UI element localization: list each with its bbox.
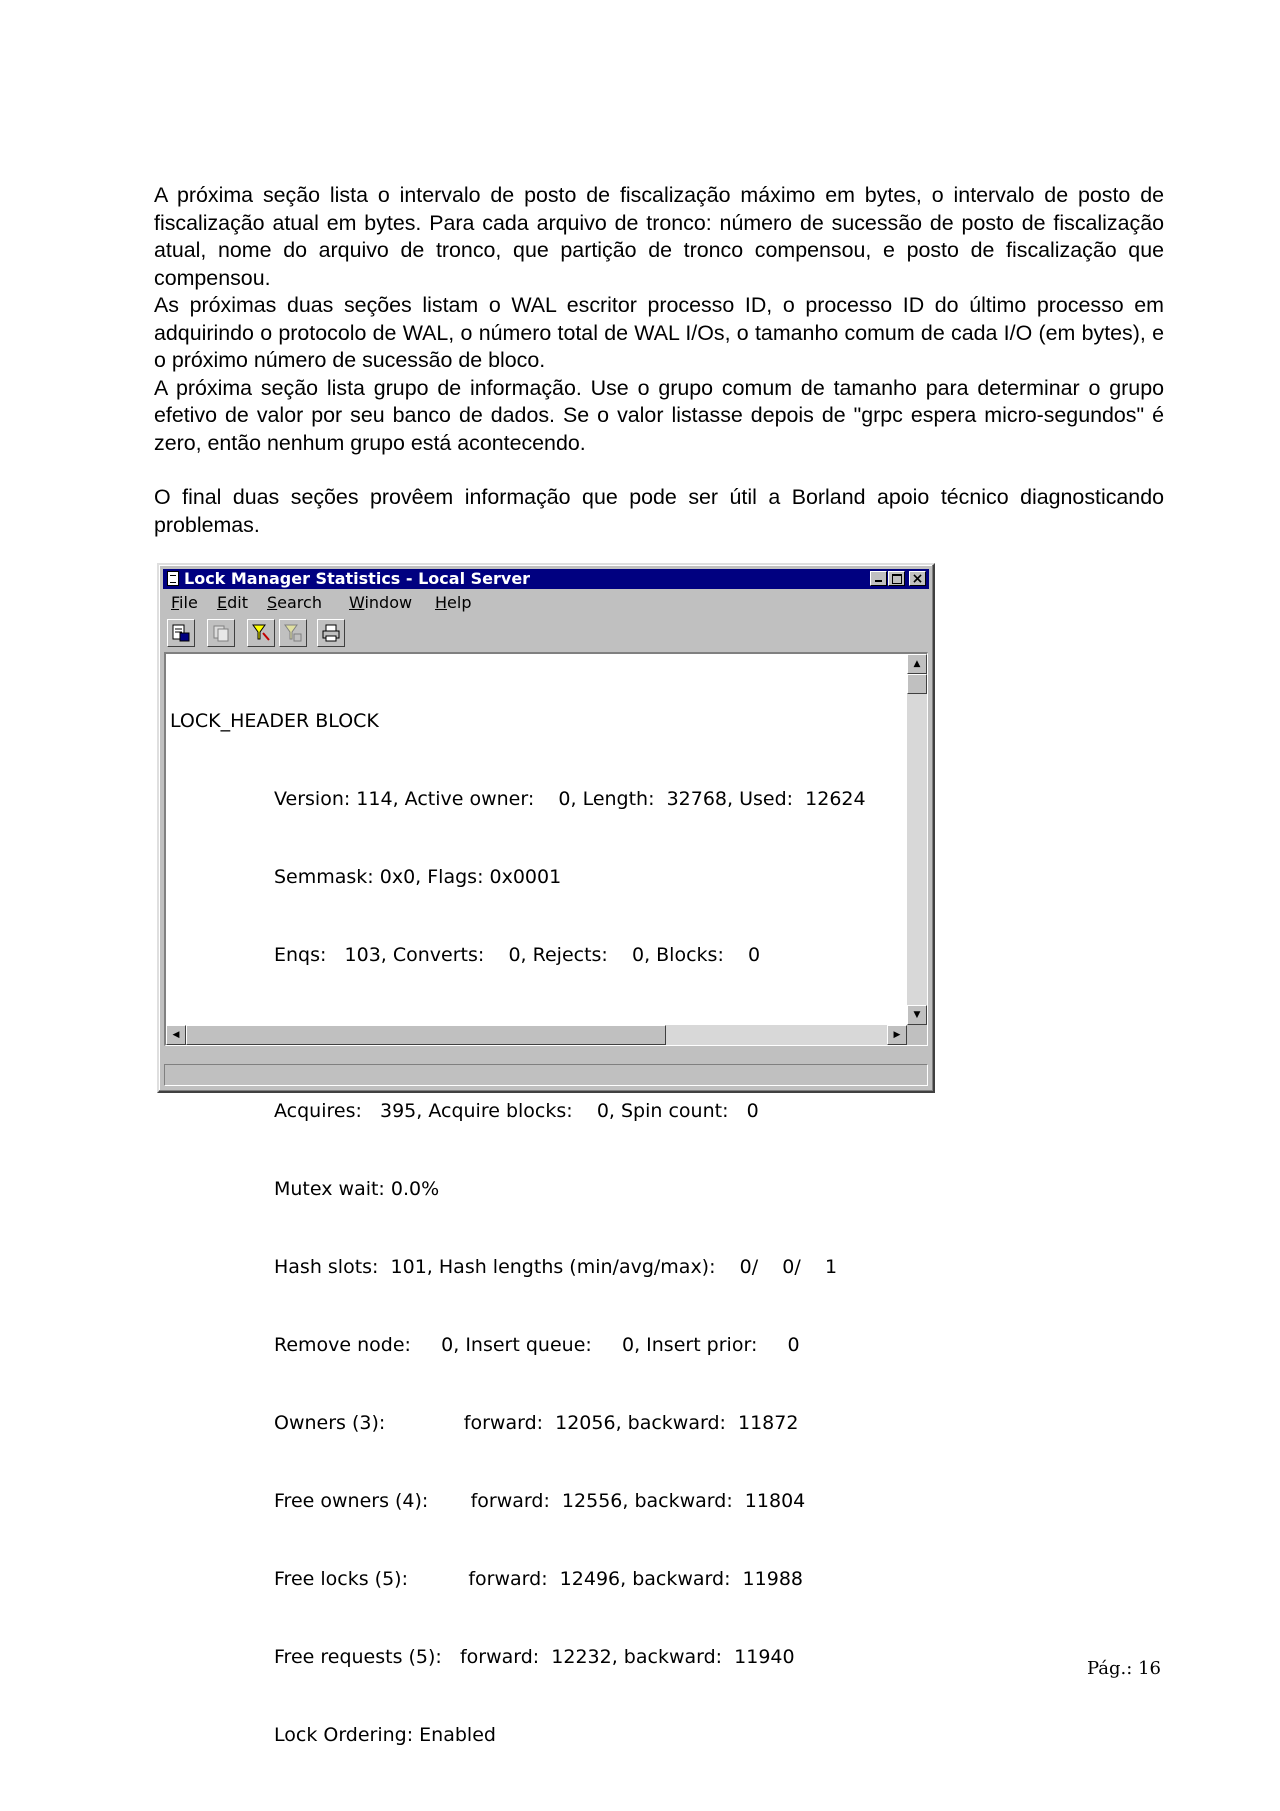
filter-icon[interactable] bbox=[247, 619, 275, 647]
menu-search[interactable]: Search bbox=[267, 593, 322, 612]
vertical-scroll-thumb[interactable] bbox=[907, 674, 927, 694]
stat-line: Owners (3): forward: 12056, backward: 11872 bbox=[274, 1412, 799, 1434]
horizontal-scrollbar[interactable] bbox=[166, 1025, 907, 1045]
paragraph: A próxima seção lista grupo de informação. Use o grupo comum de tamanho para determinar o grupo efetivo de valor por seu banco de dados. Se o valor listasse depois de "grpc espera micro-segundos" é zero, então nenhum grupo está acontecendo. bbox=[154, 375, 1164, 455]
paragraph: A próxima seção lista o intervalo de posto de fiscalização máximo em bytes, o intervalo de posto de fiscalização atual em bytes. Para cada arquivo de tronco: número de sucessão de posto de fiscalização atual, nome do arquivo de tronco, que partição de tronco compensou, e posto de fiscalização que compensou. bbox=[154, 183, 1164, 290]
scroll-right-button[interactable]: ▶ bbox=[887, 1025, 907, 1045]
stat-line: Acquires: 395, Acquire blocks: 0, Spin count: 0 bbox=[274, 1100, 759, 1122]
menu-window[interactable]: Window bbox=[349, 593, 413, 612]
scroll-down-button[interactable]: ▼ bbox=[907, 1005, 927, 1025]
document-icon bbox=[167, 571, 179, 586]
scrollbar-corner bbox=[907, 1025, 927, 1045]
paragraph: As próximas duas seções listam o WAL escritor processo ID, o processo ID do último processo em adquirindo o protocolo de WAL, o número total de WAL I/Os, o tamanho comum de cada I/O (em bytes), e o próximo número de sucessão de bloco. bbox=[154, 293, 1164, 372]
body-text-final bbox=[154, 484, 1164, 539]
copy-icon[interactable] bbox=[207, 619, 235, 647]
vertical-scrollbar[interactable] bbox=[907, 654, 927, 1025]
screenshot-window bbox=[157, 563, 935, 1746]
statistics-lines bbox=[170, 656, 866, 1800]
stat-line: Version: 114, Active owner: 0, Length: 32768, Used: 12624 bbox=[274, 788, 866, 810]
filter-disabled-icon[interactable] bbox=[279, 619, 307, 647]
scroll-up-button[interactable]: ▲ bbox=[907, 654, 927, 674]
window-title: Lock Manager Statistics - Local Server bbox=[184, 569, 531, 588]
status-bar bbox=[164, 1064, 928, 1086]
scroll-left-button[interactable]: ◀ bbox=[166, 1025, 186, 1045]
menu-help[interactable]: Help bbox=[435, 593, 472, 612]
page-number: Pág.: 16 bbox=[1087, 1658, 1161, 1679]
stat-line: Free requests (5): forward: 12232, backward: 11940 bbox=[274, 1646, 795, 1668]
title-bar[interactable] bbox=[163, 569, 929, 589]
stat-line: LOCK_HEADER BLOCK bbox=[170, 710, 379, 732]
stat-line: Hash slots: 101, Hash lengths (min/avg/max): 0/ 0/ 1 bbox=[274, 1256, 838, 1278]
maximize-button[interactable] bbox=[888, 571, 905, 586]
paragraph: O final duas seções provêem informação que pode ser útil a Borland apoio técnico diagnosticando problemas. bbox=[154, 485, 1164, 537]
statistics-text-area[interactable] bbox=[164, 652, 928, 1746]
close-button[interactable] bbox=[909, 571, 926, 586]
stat-line: Lock Ordering: Enabled bbox=[274, 1724, 496, 1746]
body-text bbox=[154, 182, 1164, 457]
stat-line: Enqs: 103, Converts: 0, Rejects: 0, Blocks: 0 bbox=[274, 944, 761, 966]
close-icon: × bbox=[911, 571, 924, 587]
stat-line: Semmask: 0x0, Flags: 0x0001 bbox=[274, 866, 562, 888]
horizontal-scroll-thumb[interactable] bbox=[186, 1025, 666, 1045]
minimize-button[interactable] bbox=[870, 571, 887, 586]
stat-line: Free owners (4): forward: 12556, backward: 11804 bbox=[274, 1490, 806, 1512]
menu-file[interactable]: File bbox=[171, 593, 198, 612]
save-report-icon[interactable] bbox=[167, 619, 195, 647]
stat-line: Mutex wait: 0.0% bbox=[274, 1178, 440, 1200]
stat-line: Remove node: 0, Insert queue: 0, Insert prior: 0 bbox=[274, 1334, 800, 1356]
stat-line: Free locks (5): forward: 12496, backward: 11988 bbox=[274, 1568, 804, 1590]
menu-edit[interactable]: Edit bbox=[217, 593, 248, 612]
print-icon[interactable] bbox=[317, 619, 345, 647]
